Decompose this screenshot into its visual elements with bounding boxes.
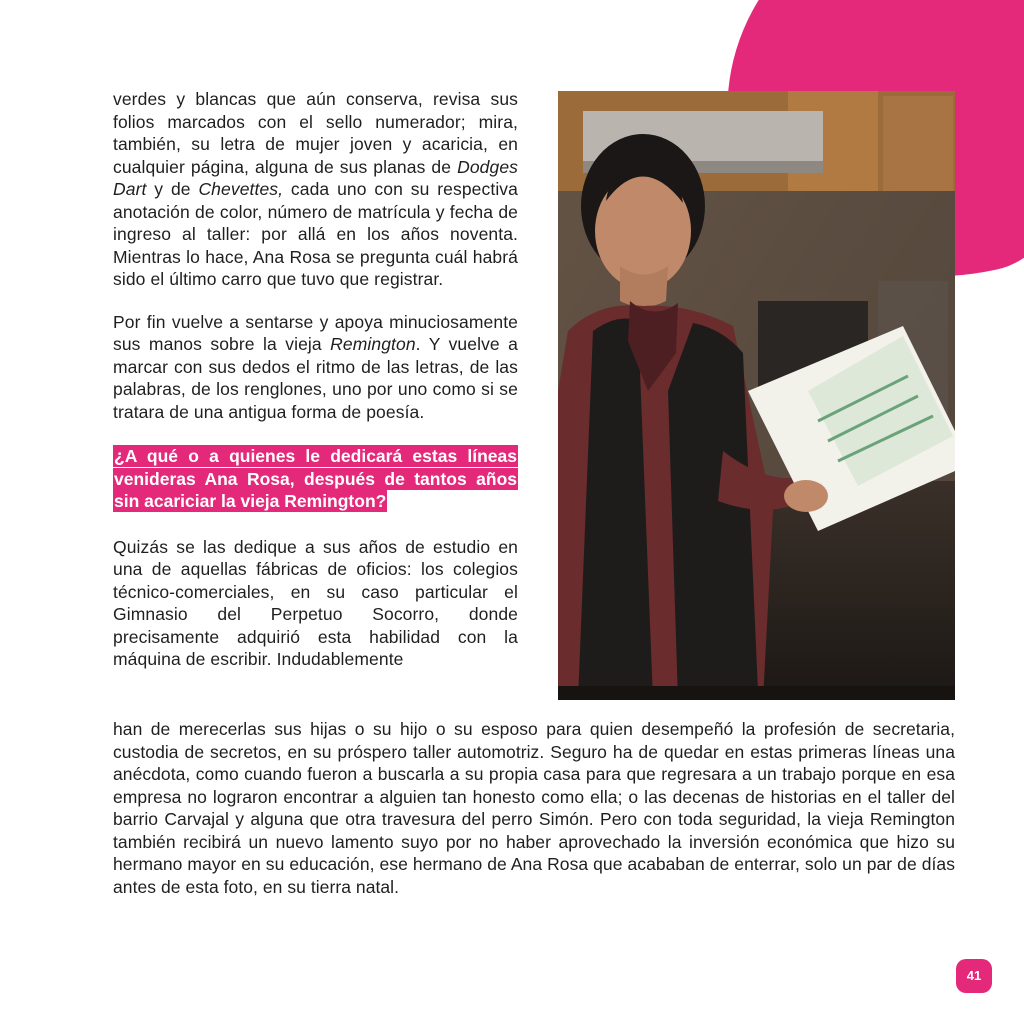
paragraph-1-text-b: y de bbox=[146, 179, 199, 199]
continuation-text bbox=[113, 718, 955, 898]
page-number: 41 bbox=[966, 968, 982, 983]
paragraph-1 bbox=[113, 88, 518, 291]
highlighted-question bbox=[113, 445, 518, 513]
text-column bbox=[113, 88, 518, 671]
paragraph-2-text-a: Por fin vuelve a sentarse y apoya minuciosamente sus manos sobre la vieja bbox=[113, 311, 518, 354]
highlighted-question-text: ¿A qué o a quienes le dedicará estas líneas venideras Ana Rosa, después de tantos años sin acariciar la vieja Remington? bbox=[114, 446, 517, 511]
paragraph-1-italic-dodges: Dodges Dart bbox=[113, 156, 518, 199]
paragraph-3: Quizás se las dedique a sus años de estudio en una de aquellas fábricas de oficios: los colegios técnico-comerciales, en su caso particular el Gimnasio del Perpetuo Socorro, donde precisamente adquirió esta habilidad con la máquina de escribir. Indudablemente bbox=[113, 536, 518, 669]
paragraph-2-italic-remington: Remington bbox=[330, 334, 416, 354]
paragraph-1-italic-chevettes: Chevettes, bbox=[198, 179, 284, 199]
paragraph-2-text-b: . Y vuelve a marcar con sus dedos el ritmo de las letras, de las palabras, de los renglones, uno por uno como si se tratara de una antigua forma de poesía. bbox=[113, 334, 518, 422]
portrait-photo bbox=[558, 91, 955, 700]
page-number-badge bbox=[956, 959, 992, 993]
paragraph-1-text-c: cada uno con su respectiva anotación de color, número de matrícula y fecha de ingreso al taller: por allá en los años noventa. Mientras lo hace, Ana Rosa se pregunta cuál habrá sido el último carro que tuvo que registrar. bbox=[113, 179, 518, 289]
paragraph-1-text-a: verdes y blancas que aún conserva, revisa sus folios marcados con el sello numerador; mira, también, su letra de mujer joven y acaricia, en cualquier página, alguna de sus planas de bbox=[113, 89, 518, 177]
paragraph-2 bbox=[113, 311, 518, 424]
portrait-illustration bbox=[558, 91, 955, 700]
paragraph-4: han de merecerlas sus hijas o su hijo o su esposo para quien desempeñó la profesión de secretaria, custodia de secretos, en su próspero taller automotriz. Seguro ha de quedar en estas primeras líneas una anécdota, como cuando fueron a buscarla a su propia casa para que regresara a un trabajo porque en esa empresa no lograron encontrar a alguien tan honesto como ella; o las decenas de historias en el taller del barrio Carvajal y alguna que otra travesura del perro Simón. Pero con toda seguridad, la vieja Remington también recibirá un nuevo lamento suyo por no haber aprovechado la inversión económica que hizo su hermano mayor en su educación, ese hermano de Ana Rosa que acababan de enterrar, solo un par de días antes de esta foto, en su tierra natal. bbox=[113, 719, 955, 897]
